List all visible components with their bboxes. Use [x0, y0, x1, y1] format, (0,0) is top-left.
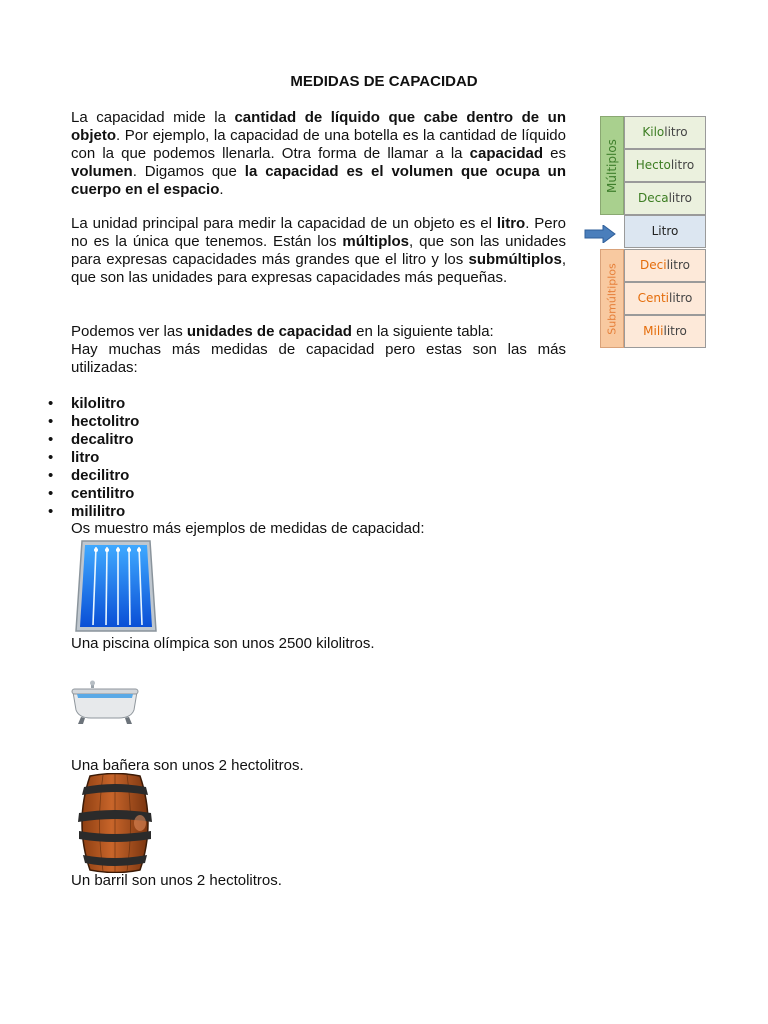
submultiples-label: Submúltiplos [605, 262, 619, 335]
intro-text-4: . Digamos que [132, 163, 245, 180]
units-bold-3: submúltiplos [468, 251, 562, 268]
unit-prefix: Centi [637, 291, 669, 305]
page-title: MEDIDAS DE CAPACIDAD [290, 73, 478, 90]
unit-root: litro [668, 191, 692, 205]
intro-text-1: La capacidad mide la [71, 109, 235, 126]
table-cell-decilitro [624, 249, 706, 282]
table-cell-kilolitro [624, 116, 706, 149]
table-cell-hectolitro [624, 149, 706, 182]
units-text-3: , que son las unidades para expresas capacidades más grandes que el litro y los [71, 233, 566, 268]
table-paragraph [71, 323, 566, 377]
intro-bold-2: capacidad [469, 145, 544, 162]
unit-root: litro [669, 291, 693, 305]
table-bold-1: unidades de capacidad [186, 323, 352, 340]
unit-prefix: Mili [643, 324, 664, 338]
table-cell-decalitro [624, 182, 706, 215]
units-paragraph [71, 215, 566, 287]
unit-prefix: Hecto [635, 158, 671, 172]
list-item: • kilolitro [48, 395, 139, 413]
pool-caption: Una piscina olímpica son unos 2500 kilolitros. [71, 635, 375, 652]
unit-prefix: Deca [638, 191, 669, 205]
intro-bold-1: cantidad de líquido que cabe dentro de un objeto [71, 109, 567, 144]
unit-root: litro [666, 258, 690, 272]
list-item: • decilitro [48, 467, 139, 485]
table-paragraph-line-2: Hay muchas más medidas de capacidad pero estas son las más utilizadas: [71, 341, 566, 376]
multiples-label: Múltiplos [605, 138, 619, 193]
units-text-1: La unidad principal para medir la capacidad de un objeto es el [71, 215, 497, 232]
unit-bullet-list [48, 395, 139, 521]
intro-bold-4: la capacidad es el volumen que ocupa un cuerpo en el espacio [71, 163, 566, 198]
list-item: • decalitro [48, 431, 139, 449]
unit-root: litro [664, 125, 688, 139]
intro-text-3: es [543, 145, 566, 162]
list-item: • litro [48, 449, 139, 467]
unit-root: litro [670, 158, 695, 172]
table-text-2: en la siguiente tabla: [351, 323, 494, 340]
units-bold-1: litro [496, 215, 526, 232]
list-item: • centilitro [48, 485, 139, 503]
list-item: • mililitro [48, 503, 139, 521]
intro-bold-3: volumen [71, 163, 133, 180]
unit-prefix: Deci [640, 258, 667, 272]
table-cell-centilitro [624, 282, 706, 315]
examples-intro: Os muestro más ejemplos de medidas de capacidad: [71, 520, 425, 537]
multiples-sidebar [600, 116, 624, 215]
submultiples-sidebar [600, 249, 624, 348]
barrel-caption: Un barril son unos 2 hectolitros. [71, 872, 282, 889]
barrel-image [76, 773, 154, 873]
table-paragraph-line-1 [71, 323, 566, 341]
intro-text-5: . [219, 181, 224, 198]
units-text-2: . Pero no es la única que tenemos. Están los [71, 215, 566, 250]
unit-root: Litro [651, 224, 679, 238]
swimming-pool-image [74, 537, 158, 635]
capacity-units-table [600, 116, 706, 348]
intro-paragraph [71, 109, 566, 199]
units-bold-2: múltiplos [342, 233, 410, 250]
bathtub-image [71, 680, 139, 726]
table-cell-mililitro [624, 315, 706, 348]
bathtub-caption: Una bañera son unos 2 hectolitros. [71, 757, 304, 774]
table-cell-litro [624, 215, 706, 248]
table-text-1: Podemos ver las [71, 323, 187, 340]
unit-prefix: Kilo [642, 125, 665, 139]
units-text-4: , que son las unidades para expresas capacidades más pequeñas. [71, 251, 566, 286]
intro-text-2: . Por ejemplo, la capacidad de una botella es la cantidad de líquido con la que podemos llenarla. Otra forma de llamar a la [71, 127, 566, 162]
unit-root: litro [663, 324, 687, 338]
list-item: • hectolitro [48, 413, 139, 431]
